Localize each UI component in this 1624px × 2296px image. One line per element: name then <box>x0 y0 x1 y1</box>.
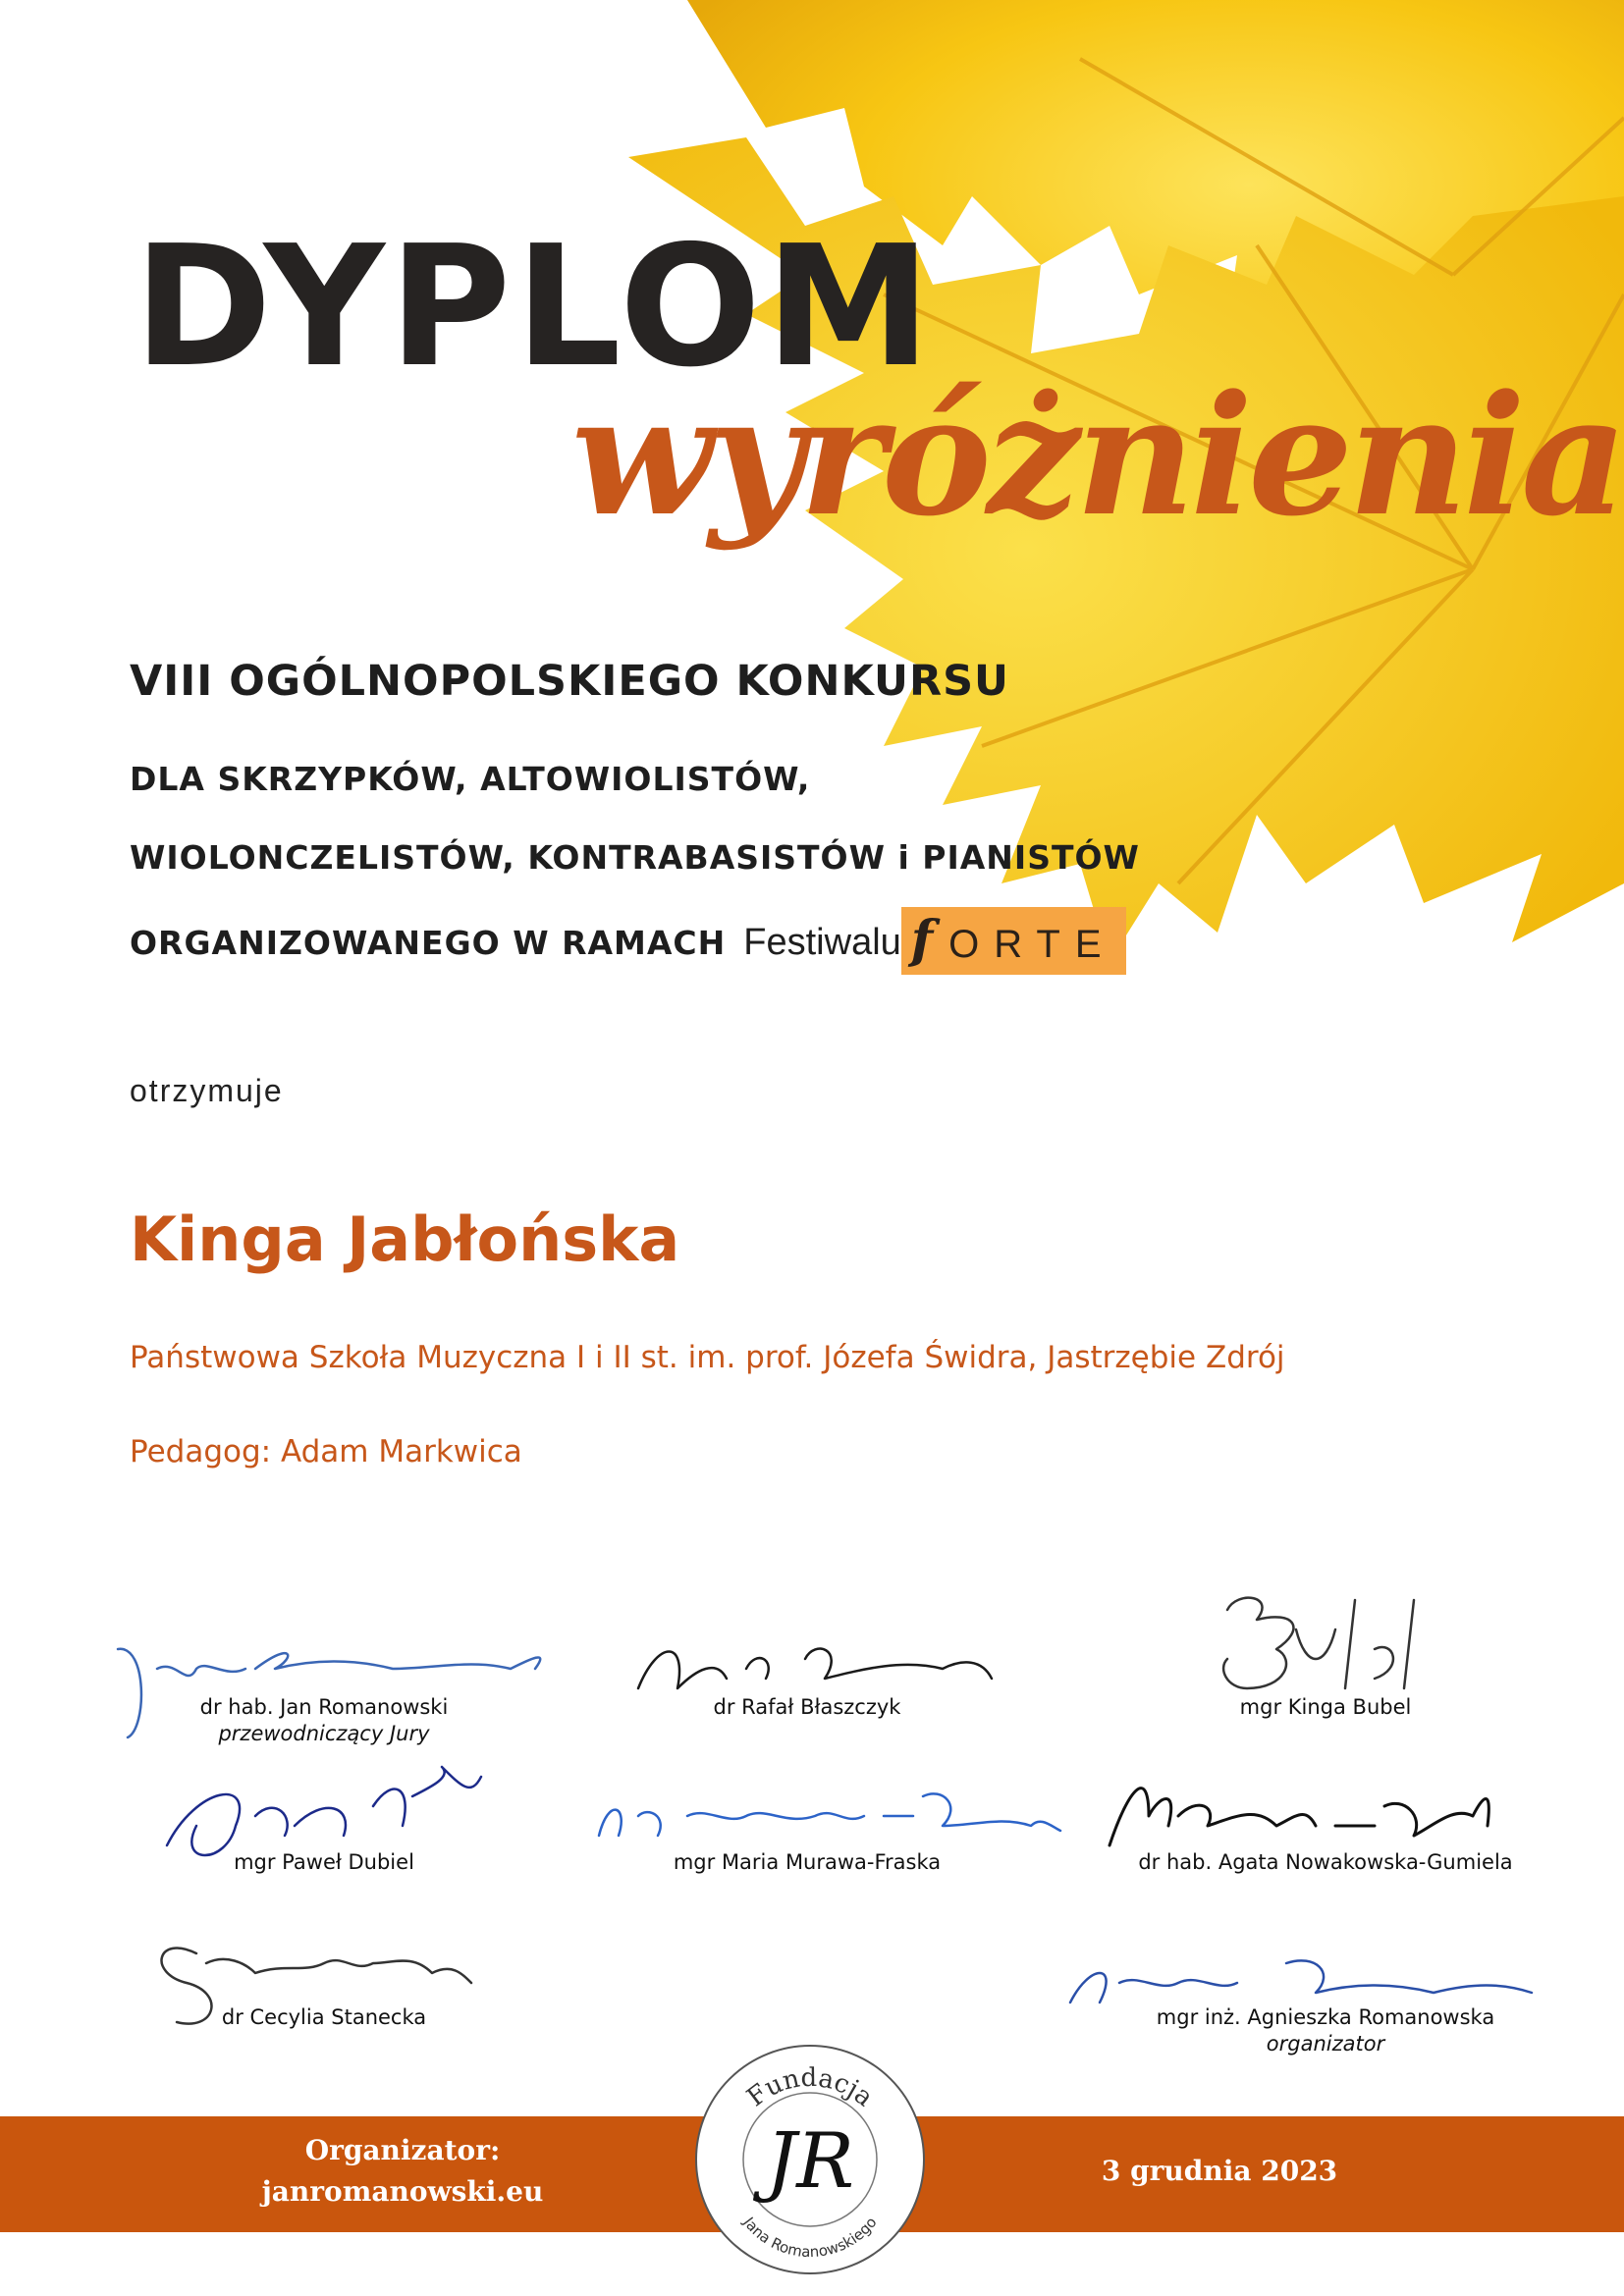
organized-within-text: ORGANIZOWANEGO W RAMACH <box>130 924 727 962</box>
seal-top-text: Fundacja <box>741 2062 879 2113</box>
signatory-name: mgr inż. Agnieszka Romanowska <box>1156 2005 1495 2029</box>
signatory-3 <box>1090 1695 1561 1719</box>
organizer-website-link[interactable]: janromanowski.eu <box>261 2175 544 2208</box>
signatory-name: mgr Maria Murawa-Fraska <box>673 1850 942 1874</box>
forte-logo-rest: ORTE <box>948 923 1116 966</box>
signatory-1 <box>88 1695 560 1745</box>
diploma-title: DYPLOM <box>134 210 936 404</box>
signatory-name: dr Cecylia Stanecka <box>221 2005 427 2029</box>
forte-logo-f: f <box>910 910 949 970</box>
signatory-role: organizator <box>1266 2032 1385 2056</box>
signature-blaszczyk-icon <box>638 1649 992 1688</box>
signature-nowakowska-gumiela-icon <box>1110 1789 1489 1845</box>
seal-monogram: JR <box>766 2117 854 2206</box>
signatory-name: dr hab. Agata Nowakowska-Gumiela <box>1138 1850 1513 1874</box>
signatory-2 <box>571 1695 1043 1719</box>
footer-organizer <box>245 2130 560 2213</box>
competition-line-3: WIOLONCZELISTÓW, KONTRABASISTÓW i PIANISTÓW <box>130 838 1140 877</box>
signatory-role: przewodniczący Jury <box>218 1722 430 1745</box>
teacher-name: Pedagog: Adam Markwica <box>130 1434 522 1469</box>
signature-romanowska-icon <box>1070 1960 1532 2002</box>
receives-label: otrzymuje <box>130 1073 284 1108</box>
signatory-5 <box>571 1850 1043 1874</box>
diploma-subtitle: wyróżnienia <box>571 358 1623 553</box>
recipient-name: Kinga Jabłońska <box>130 1203 680 1275</box>
festival-label: Festiwalu <box>743 922 901 963</box>
signature-bubel-icon <box>1223 1598 1414 1688</box>
footer-date: 3 grudnia 2023 <box>1101 2155 1338 2187</box>
competition-line-2: DLA SKRZYPKÓW, ALTOWIOLISTÓW, <box>130 760 811 798</box>
signatory-name: dr Rafał Błaszczyk <box>713 1695 901 1719</box>
school-name: Państwowa Szkoła Muzyczna I i II st. im. prof. Józefa Świdra, Jastrzębie Zdrój <box>130 1340 1285 1375</box>
signatory-name: dr hab. Jan Romanowski <box>199 1695 449 1719</box>
signature-dubiel-icon <box>167 1767 481 1855</box>
signatory-7 <box>88 2005 560 2029</box>
foundation-seal-logo <box>692 2042 928 2277</box>
signatory-name: mgr Paweł Dubiel <box>234 1850 414 1874</box>
signature-murawa-fraska-icon <box>599 1793 1060 1836</box>
signatory-4 <box>88 1850 560 1874</box>
signatory-8 <box>1090 2005 1561 2056</box>
seal-bottom-text: Jana Romanowskiego <box>739 2214 881 2262</box>
competition-heading: VIII OGÓLNOPOLSKIEGO KONKURSU <box>130 657 1009 706</box>
organizer-label: Organizator: <box>304 2134 501 2166</box>
signatory-name: mgr Kinga Bubel <box>1239 1695 1412 1719</box>
signatory-6 <box>1090 1850 1561 1874</box>
